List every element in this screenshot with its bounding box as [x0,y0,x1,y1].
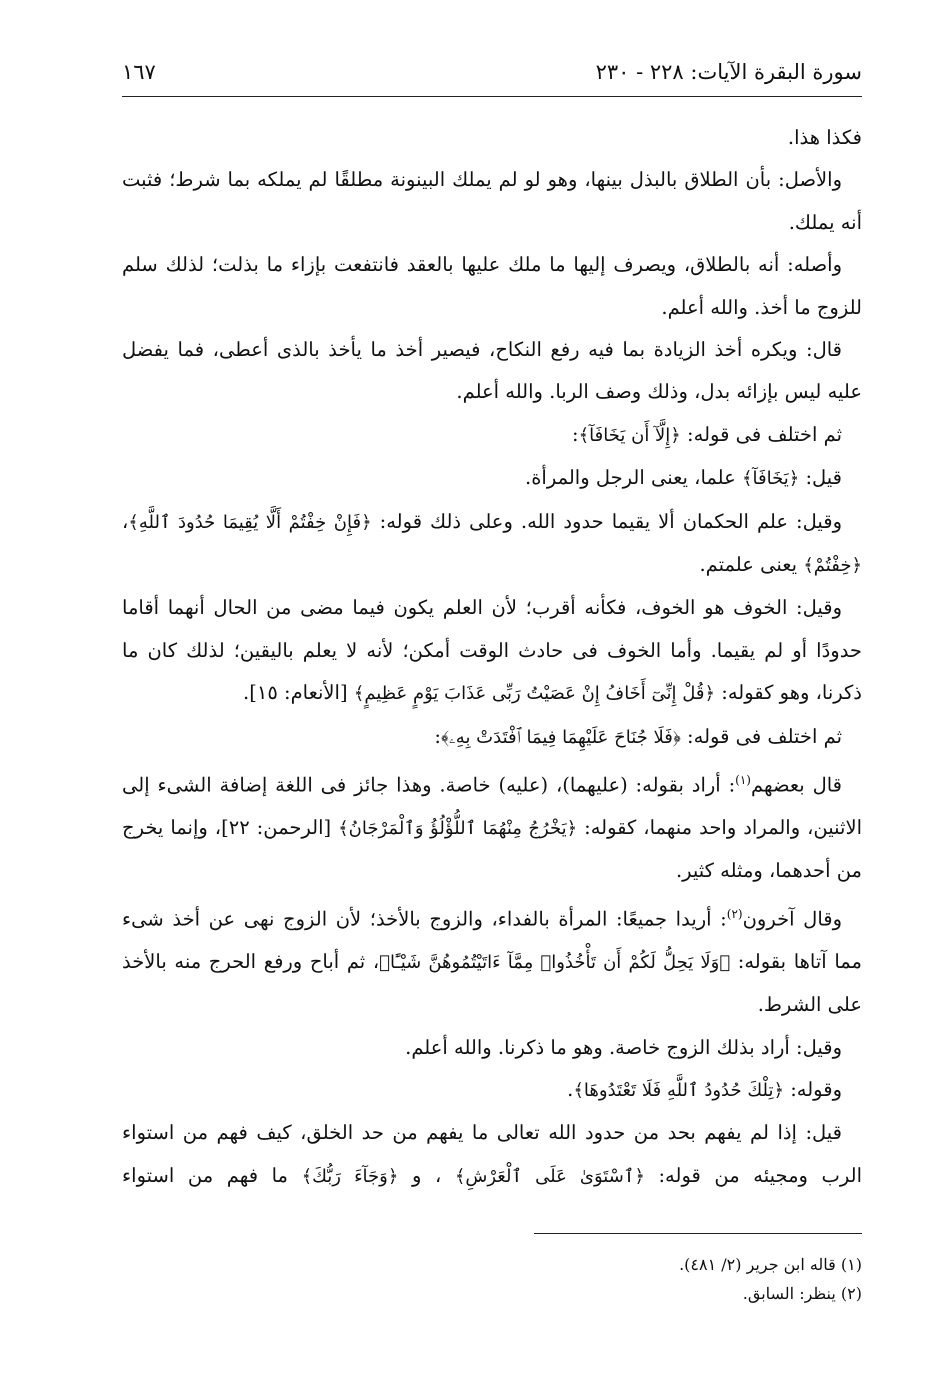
text-run: قيل: إذا لم يفهم بحد من حدود الله تعالى ما يفهم من حد الخلق، كيف فهم من استواء الرب ومجيئه من قوله: [122,1121,862,1187]
text-run: : أراد بقوله: (عليهما)، (عليه) خاصة. وهذا جائز فى اللغة إضافة الشىء إلى الاثنين، والمراد واحد منهما، كقوله: [122,773,862,839]
paragraph [122,893,862,1027]
quran-verse: ﴿تِلْكَ حُدُودُ ٱللَّهِ فَلَا تَعْتَدُوهَا﴾ [573,1079,785,1101]
paragraph: وقيل: أراد بذلك الزوج خاصة. وهو ما ذكرنا. والله أعلم. [405,1035,842,1059]
paragraph [122,1112,862,1198]
paragraph [122,1069,862,1112]
paragraph: وأصله: أنه بالطلاق، ويصرف إليها ما ملك عليها بالعقد فانتفعت بإزاء ما بذلت؛ لذلك سلم للزوج ما أخذ. والله أعلم. [122,253,862,319]
text-run: علما، يعنى الرجل والمرأة. [525,466,742,490]
paragraph [122,759,862,893]
text-run: ثم اختلف فى قوله: [680,422,842,446]
text-run: قيل: [799,466,842,490]
paragraph [122,414,862,457]
paragraph [122,501,862,588]
paragraph [122,716,862,759]
quran-verse: ﴿يَخَافَآ﴾ [741,468,800,490]
paragraph: قال: ويكره أخذ الزيادة بما فيه رفع النكاح، فيصير أخذ ما يأخذ بالذى أعطى، فما يفضل عليه ليس بإزائه بدل، وذلك وصف الربا. والله أعلم. [122,338,862,404]
text-run: يعنى علمتم. [699,553,804,577]
text-run: وقيل: علم الحكمان ألا يقيما حدود الله. وعلى ذلك قوله: [371,509,842,533]
paragraph: والأصل: بأن الطلاق بالبذل بينها، وهو لو لم يملك البينونة مطلقًا لم يملكه بما شرط؛ فثبت أنه يملك. [122,168,862,234]
text-run: وقال آخرون [742,907,843,931]
footnote-divider [534,1233,862,1234]
text-run: ، و [398,1163,455,1187]
footnote: (١) قاله ابن جرير (٢/ ٤٨١). [679,1255,862,1274]
footnote-marker: (٢) [726,906,743,921]
text-run: وقيل: الخوف هو الخوف، فكأنه أقرب؛ لأن العلم يكون فيما مضى من الحال أنهما أقاما حدودًا أو لم يقيما. وأما الخوف فى حادث الوقت أمكن؛ لأنه لا يعلم باليقين؛ لذلك كان ما ذكرنا، وهو كقوله: [122,596,862,705]
quran-verse: ﴿قُلْ إِنِّىٓ أَخَافُ إِنْ عَصَيْتُ رَبِّى عَذَابَ يَوْمٍ عَظِيمٍ﴾ [353,683,716,705]
quran-verse: ﴿وَلَا يَحِلُّ لَكُمْ أَن تَأْخُذُوا۟ مِمَّآ ءَاتَيْتُمُوهُنَّ شَيْـًٔا﴾ [379,951,731,973]
text-run: ثم اختلف فى قوله: [680,724,842,748]
footnote-marker: (١) [735,773,751,788]
page-number: ١٦٧ [122,60,156,84]
text-run: ، ثم أباح ورفع الحرج منه بالأخذ على الشرط. [122,949,862,1017]
text-run: [الأنعام: ١٥]. [243,681,354,705]
quran-verse: ﴿يَخْرُجُ مِنْهُمَا ٱللُّؤْلُؤُ وَٱلْمَرْجَانُ﴾ [338,818,578,839]
quran-verse: ﴿ٱسْتَوَىٰ عَلَى ٱلْعَرْشِ﴾ [454,1165,645,1187]
text-run: ، [122,509,129,533]
quran-verse: ﴿إِلَّآ أَن يَخَافَآ﴾ [578,424,681,446]
paragraph: فكذا هذا. [787,126,862,149]
main-text [122,117,862,1198]
text-run: : أريدا جميعًا: المرأة بالفداء، والزوج بالأخذ؛ لأن الزوج نهى عن أخذ شىء مما آتاها بقوله: [122,907,862,973]
text-run: : [434,724,441,748]
footnotes [122,1250,862,1308]
text-run: : [572,422,579,446]
text-run: وقوله: [784,1077,842,1101]
text-run: ما فهم من استواء [122,1163,302,1187]
text-run: [الرحمن: ٢٢]، وإنما يخرج من أحدهما، ومثله كثير. [122,816,862,883]
footnote: (٢) ينظر: السابق. [742,1284,862,1303]
running-header [122,58,862,97]
quran-verse: ﴿خِفْتُمْ﴾ [803,555,862,577]
quran-verse: ﴿فَإِنْ خِفْتُمْ أَلَّا يُقِيمَا حُدُودَ ٱللَّهِ﴾ [128,511,372,533]
paragraph [122,457,862,500]
text-run: . [567,1077,574,1101]
quran-verse: ﴿وَجَآءَ رَبُّكَ﴾ [301,1165,399,1187]
paragraph [122,587,862,715]
text-run: قال بعضهم [750,773,843,797]
quran-verse: ﴿فَلَا جُنَاحَ عَلَيْهِمَا فِيمَا ٱفْتَدَتْ بِهِۦ﴾ [440,726,681,748]
running-title: سورة البقرة الآيات: ٢٢٨ - ٢٣٠ [595,60,862,84]
